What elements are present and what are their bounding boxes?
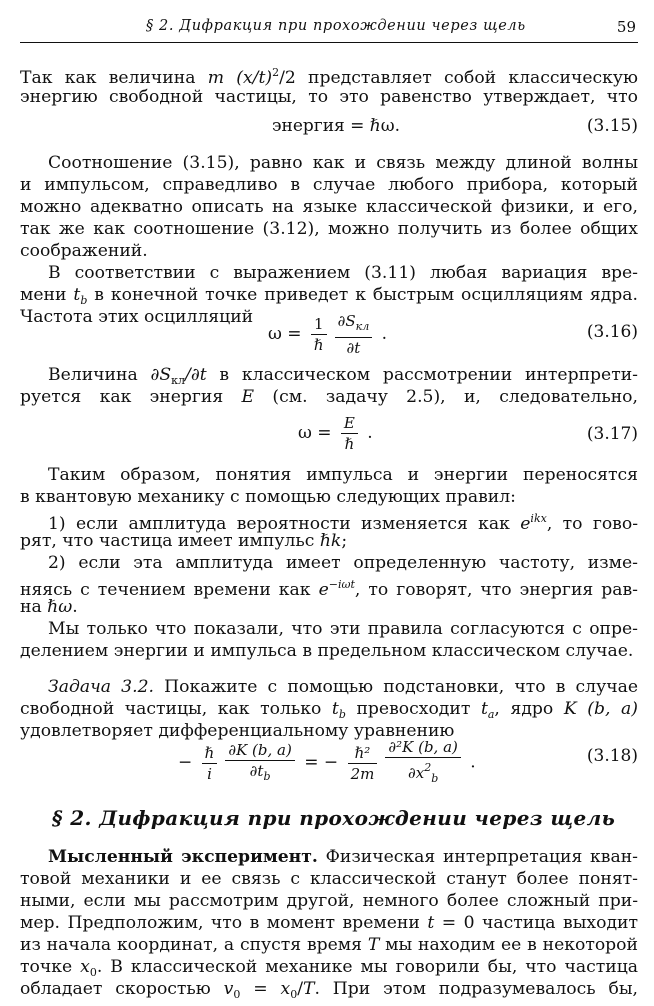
running-title: § 2. Дифракция при прохождении через щель: [146, 18, 526, 34]
text-line: ными, если мы рассмотрим другой, немного более сложный при-: [20, 891, 638, 911]
text-line: Таким образом, понятия импульса и энергии переносятся: [48, 465, 638, 485]
equation-3-15: энергия = ℏω.: [272, 116, 401, 136]
text-line: В соответствии с выражением (3.11) любая вариация вре-: [48, 263, 638, 283]
section-heading: § 2. Дифракция при прохождении через щель: [52, 806, 616, 830]
equation-number: (3.15): [586, 116, 638, 136]
text-line: 1) если амплитуда вероятности изменяется как $e^{ikx}$, то гово-: [48, 512, 638, 534]
problem-label: Задача 3.2.: [48, 677, 154, 697]
text-line: на ℏω.: [20, 597, 78, 617]
text-line: Величина $\partial S_{кл}/\partial t$ в классическом рассмотрении интерпрети-: [48, 365, 638, 387]
text-line: Частота этих осцилляций: [20, 307, 254, 327]
text-line: Соотношение (3.15), равно как и связь между длиной волны: [48, 153, 638, 173]
equation-number: (3.18): [586, 746, 638, 766]
text-line: Так как величина m $(x/t)^2/2$ представляет собой классическую: [20, 66, 638, 88]
text-line: так же как соотношение (3.12), можно получить из более общих: [20, 219, 638, 239]
text-line: Мысленный эксперимент. Физическая интерпретация кван-: [48, 847, 638, 867]
text-line: Задача 3.2. Покажите с помощью подстановки, что в случае: [48, 677, 638, 697]
equation-number: (3.16): [586, 322, 638, 342]
equation-3-18: − $\frac{\text{ℏ}}{i}$ $\frac{\partial K (b, a)}{\partial t_b}$ = − $\frac{\text{ℏ²}}{2m}$ $\frac{\text{∂²K (b, a)}}{\partial x^2_b}$ .: [178, 738, 476, 785]
text-line: мени $t_b$ в конечной точке приведет к быстрым осцилляциям ядра.: [20, 285, 638, 307]
text-line: точке $x_0$. В классической механике мы говорили бы, что частица: [20, 957, 638, 979]
equation-3-17: ω = $\frac{E}{\text{ℏ}}$ .: [298, 414, 373, 453]
text-line: можно адекватно описать на языке классической физики, и его,: [20, 197, 638, 217]
text-line: 2) если эта амплитуда имеет определенную частоту, изме-: [48, 553, 638, 573]
text-line: товой механики и ее связь с классической станут более понят-: [20, 869, 638, 889]
text-line: мер. Предположим, что в момент времени t = 0 частица выходит: [20, 913, 638, 933]
page-number: 59: [616, 18, 636, 36]
text-line: соображений.: [20, 241, 148, 261]
text-line: удовлетворяет дифференциальному уравнению: [20, 721, 455, 741]
text-line: энергию свободной частицы, то это равенство утверждает, что: [20, 87, 638, 107]
text-line: няясь с течением времени как $e^{-i\omega t}$, то говорят, что энергия рав-: [20, 578, 638, 600]
text-line: обладает скоростью $v_0 = x_0/T$. При этом подразумевалось бы,: [20, 979, 638, 1001]
equation-3-16: ω = $\frac{1}{\text{ℏ}}$ $\frac{\partial S_{кл}}{\partial t}$ .: [268, 312, 388, 357]
text-line: в квантовую механику с помощью следующих правил:: [20, 487, 516, 507]
text-line: рят, что частица имеет импульс ℏk;: [20, 531, 348, 551]
text-line: Мы только что показали, что эти правила согласуются с опре-: [48, 619, 638, 639]
text-line: свободной частицы, как только $t_b$ превосходит $t_a$, ядро K (b, a): [20, 699, 639, 721]
text-line: из начала координат, а спустя время T мы находим ее в некоторой: [20, 935, 638, 955]
text-line: делением энергии и импульса в предельном классическом случае.: [20, 641, 634, 661]
text-line: и импульсом, справедливо в случае любого прибора, который: [20, 175, 638, 195]
page-header: [20, 16, 638, 43]
equation-number: (3.17): [586, 424, 638, 444]
text-line: руется как энергия E (см. задачу 2.5), и, следовательно,: [20, 387, 638, 407]
